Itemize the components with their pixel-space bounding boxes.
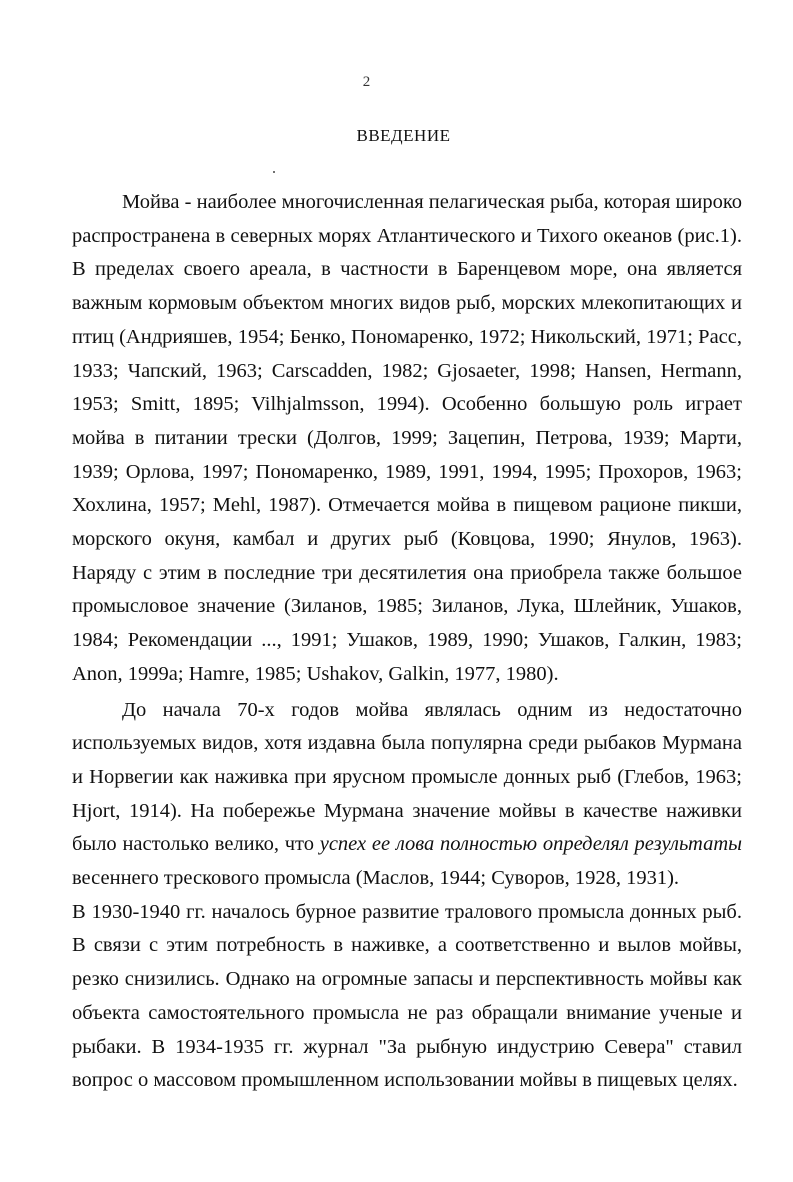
- paragraph-3: В 1930-1940 гг. началось бурное развитие тралового промысла донных рыб. В связи с этим потребность в наживке, а соответственно и вылов мойвы, резко снизились. Однако на огромные запасы и перспективность мойвы как объекта самостоятельного промысла не раз обращали внимание ученые и рыбаки. В 1934-1935 гг. журнал "За рыбную индустрию Севера" ставил вопрос о массовом промышленном использовании мойвы в пищевых целях.: [72, 900, 742, 1092]
- paragraph-2-start: До начала 70-х годов мойва являлась одним из недостаточно используемых видов, хотя издавна была популярна среди рыбаков Мурмана и Норвегии как наживка при ярусном промысле донных рыб (Глебов, 1963; Hjort, 1914). На побережье Мурмана значение мойвы в качестве наживки было настолько велико, что: [72, 698, 742, 856]
- paragraph-2-end: весеннего трескового промысла (Маслов, 1944; Суворов, 1928, 1931).: [72, 867, 680, 890]
- section-heading: ВВЕДЕНИЕ: [356, 126, 451, 145]
- paragraph-2: [72, 694, 742, 896]
- body-text: [72, 186, 742, 1098]
- stray-mark: [273, 171, 275, 173]
- paragraph-1: Мойва - наиболее многочисленная пелагическая рыба, которая широко распространена в северных морях Атлантического и Тихого океанов (рис.1). В пределах своего ареала, в частности в Баренцевом море, она является важным кормовым объектом многих видов рыб, морских млекопитающих и птиц (Андрияшев, 1954; Бенко, Пономаренко, 1972; Никольский, 1971; Расс, 1933; Чапский, 1963; Carscadden, 1982; Gjosaeter, 1998; Hansen, Hermann, 1953; Smitt, 1895; Vilhjalmsson, 1994). Особенно большую роль играет мойва в питании трески (Долгов, 1999; Зацепин, Петрова, 1939; Марти, 1939; Орлова, 1997; Пономаренко, 1989, 1991, 1994, 1995; Прохоров, 1963; Хохлина, 1957; Mehl, 1987). Отмечается мойва в пищевом рационе пикши, морского окуня, камбал и других рыб (Ковцова, 1990; Янулов, 1963). Наряду с этим в последние три десятилетия она приобрела также большое промысловое значение (Зиланов, 1985; Зиланов, Лука, Шлейник, Ушаков, 1984; Рекомендации ..., 1991; Ушаков, 1989, 1990; Ушаков, Галкин, 1983; Anon, 1999a; Hamre, 1985; Ushakov, Galkin, 1977, 1980).: [72, 191, 742, 685]
- paragraph-2-italic: успех ее лова полностью определял результаты: [319, 833, 743, 856]
- page-number: 2: [362, 74, 371, 90]
